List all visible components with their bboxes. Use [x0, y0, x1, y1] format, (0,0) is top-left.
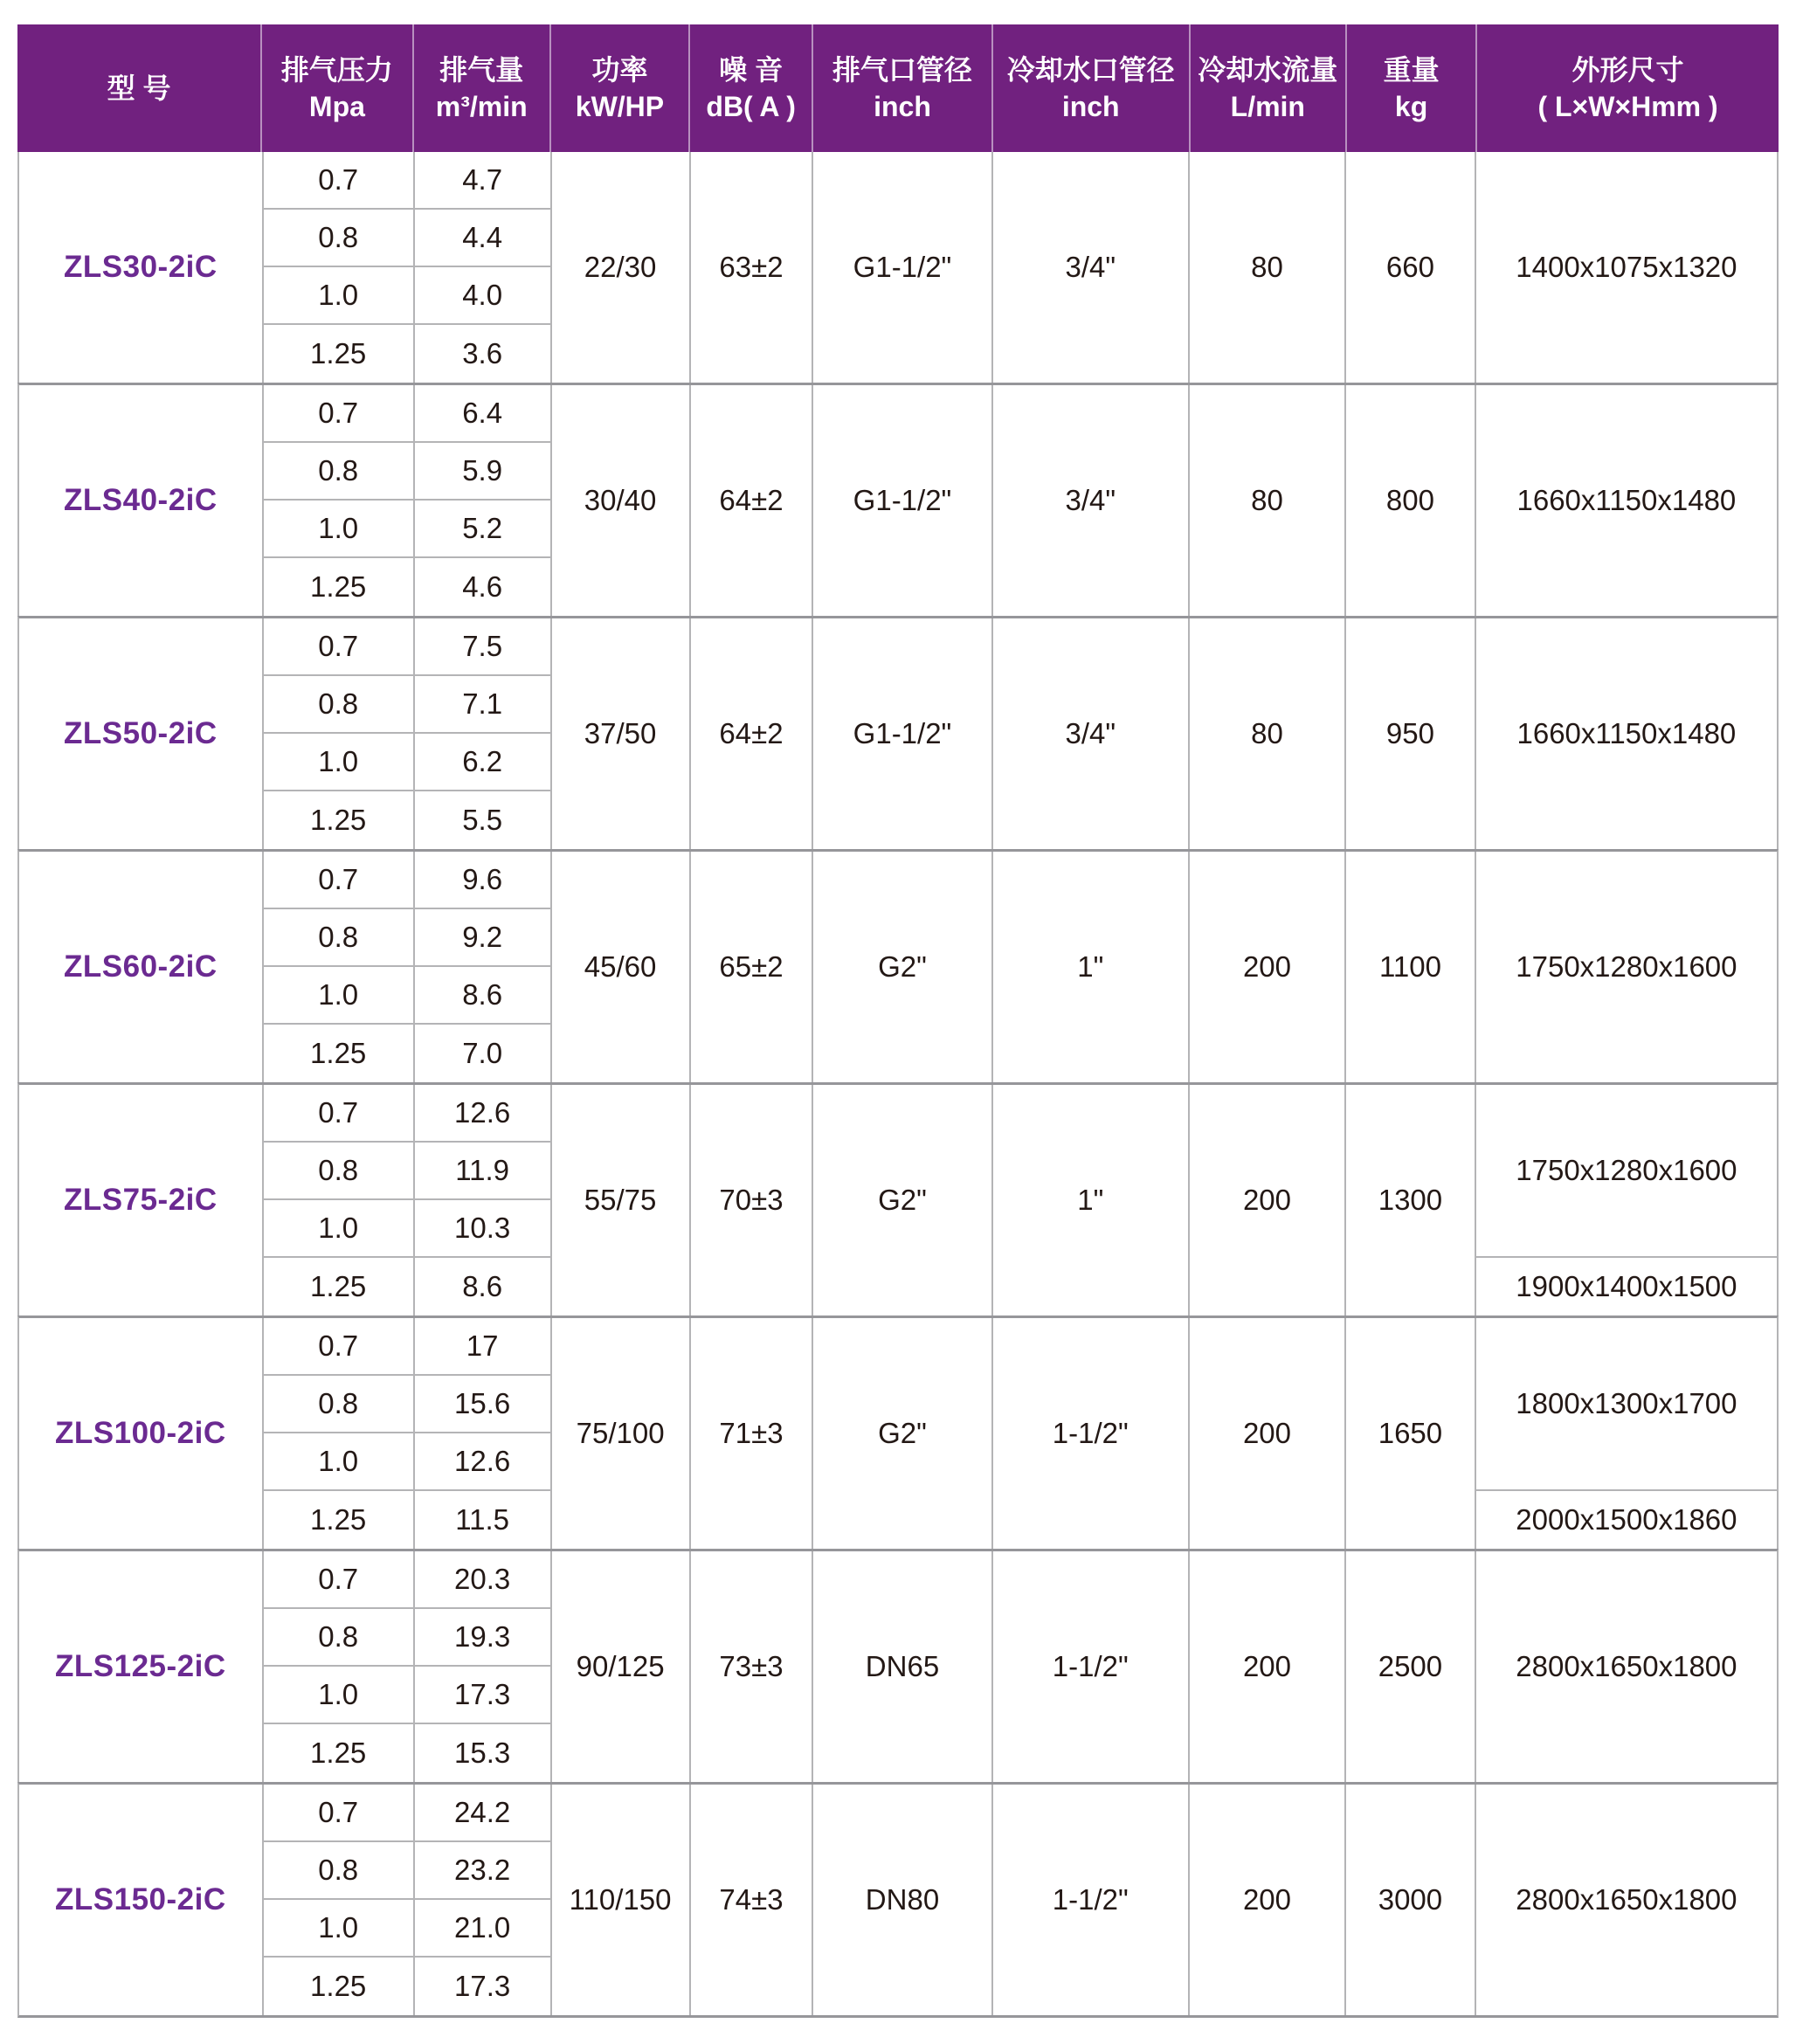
dimensions-cell: 1750x1280x1600 — [1476, 1085, 1777, 1258]
model-cell: ZLS75-2iC — [19, 1085, 264, 1315]
cooling-port-cell: 1-1/2" — [993, 1785, 1190, 2015]
cooling-flow-cell: 200 — [1190, 1551, 1346, 1782]
header-displacement — [414, 24, 551, 152]
cooling-port-cell: 1-1/2" — [993, 1551, 1190, 1782]
exhaust-port-cell: G1-1/2" — [813, 385, 992, 616]
model-cell: ZLS100-2iC — [19, 1318, 264, 1549]
cooling-flow-cell: 200 — [1190, 1785, 1346, 2015]
displacement-cell: 5.5 — [415, 791, 552, 849]
weight-cell: 2500 — [1346, 1551, 1476, 1782]
header-exhaust-pressure-label: 排气压力 — [280, 53, 393, 86]
noise-cell: 64±2 — [691, 385, 814, 616]
pressure-cell: 0.8 — [264, 1609, 415, 1667]
header-power-label: 功率 — [591, 53, 648, 86]
exhaust-port-cell: G1-1/2" — [813, 152, 992, 383]
header-weight-unit: kg — [1394, 91, 1428, 122]
pressure-cell: 1.0 — [264, 1433, 415, 1491]
displacement-cell: 15.6 — [415, 1376, 552, 1433]
header-power — [551, 24, 690, 152]
model-cell: ZLS30-2iC — [19, 152, 264, 383]
displacement-cell: 7.5 — [415, 618, 552, 676]
dimensions-cell: 1660x1150x1480 — [1476, 385, 1777, 616]
pressure-cell: 0.8 — [264, 1143, 415, 1200]
cooling-flow-cell: 80 — [1190, 618, 1346, 849]
model-block — [17, 383, 1779, 616]
header-cooling-flow — [1191, 24, 1347, 152]
pressure-cell: 0.7 — [264, 852, 415, 909]
displacement-cell: 4.0 — [415, 267, 552, 325]
displacement-cell: 8.6 — [415, 967, 552, 1025]
pressure-cell: 0.7 — [264, 1085, 415, 1143]
weight-cell: 3000 — [1346, 1785, 1476, 2015]
displacement-cell: 9.6 — [415, 852, 552, 909]
pressure-cell: 1.25 — [264, 1258, 415, 1315]
header-noise — [690, 24, 813, 152]
cooling-port-cell: 1" — [993, 1085, 1190, 1315]
noise-cell: 73±3 — [691, 1551, 814, 1782]
displacement-cell: 15.3 — [415, 1724, 552, 1782]
header-cooling-flow-unit: L/min — [1230, 91, 1305, 122]
displacement-cell: 7.1 — [415, 676, 552, 734]
power-cell: 90/125 — [552, 1551, 691, 1782]
displacement-cell: 11.5 — [415, 1491, 552, 1549]
power-cell: 110/150 — [552, 1785, 691, 2015]
model-cell: ZLS60-2iC — [19, 852, 264, 1082]
displacement-cell: 6.4 — [415, 385, 552, 443]
header-dimensions — [1477, 24, 1779, 152]
header-cooling-flow-label: 冷却水流量 — [1198, 53, 1338, 86]
exhaust-port-cell: G2" — [813, 852, 992, 1082]
pressure-cell: 1.0 — [264, 267, 415, 325]
pressure-cell: 0.7 — [264, 618, 415, 676]
dimensions-cell: 2000x1500x1860 — [1476, 1491, 1777, 1549]
displacement-cell: 17 — [415, 1318, 552, 1376]
pressure-cell: 1.25 — [264, 1025, 415, 1082]
exhaust-port-cell: G2" — [813, 1085, 992, 1315]
displacement-cell: 4.4 — [415, 210, 552, 267]
weight-cell: 800 — [1346, 385, 1476, 616]
weight-cell: 1300 — [1346, 1085, 1476, 1315]
weight-cell: 1100 — [1346, 852, 1476, 1082]
displacement-cell: 24.2 — [415, 1785, 552, 1842]
model-cell: ZLS125-2iC — [19, 1551, 264, 1782]
exhaust-port-cell: DN65 — [813, 1551, 992, 1782]
dimensions-cell: 2800x1650x1800 — [1476, 1551, 1777, 1782]
pressure-cell: 1.0 — [264, 1200, 415, 1258]
power-cell: 37/50 — [552, 618, 691, 849]
cooling-port-cell: 3/4" — [993, 152, 1190, 383]
weight-cell: 660 — [1346, 152, 1476, 383]
header-cooling-port-unit: inch — [1061, 91, 1120, 122]
noise-cell: 63±2 — [691, 152, 814, 383]
header-weight — [1347, 24, 1477, 152]
displacement-cell: 21.0 — [415, 1900, 552, 1958]
header-exhaust-pressure — [262, 24, 413, 152]
exhaust-port-cell: DN80 — [813, 1785, 992, 2015]
displacement-cell: 4.6 — [415, 558, 552, 616]
dimensions-cell: 1400x1075x1320 — [1476, 152, 1777, 383]
model-block — [17, 616, 1779, 849]
header-cooling-port — [993, 24, 1191, 152]
header-model — [17, 24, 262, 152]
cooling-flow-cell: 80 — [1190, 385, 1346, 616]
displacement-cell: 19.3 — [415, 1609, 552, 1667]
cooling-flow-cell: 80 — [1190, 152, 1346, 383]
dimensions-cell: 1660x1150x1480 — [1476, 618, 1777, 849]
cooling-port-cell: 3/4" — [993, 385, 1190, 616]
displacement-cell: 9.2 — [415, 909, 552, 967]
pressure-cell: 0.7 — [264, 385, 415, 443]
pressure-cell: 1.25 — [264, 1958, 415, 2015]
displacement-cell: 5.9 — [415, 443, 552, 501]
header-exhaust-port-label: 排气口管径 — [832, 53, 972, 86]
dimensions-cell: 1800x1300x1700 — [1476, 1318, 1777, 1491]
header-noise-unit: dB( A ) — [706, 91, 796, 122]
cooling-port-cell: 1" — [993, 852, 1190, 1082]
pressure-cell: 0.7 — [264, 1551, 415, 1609]
dimensions-cell: 1900x1400x1500 — [1476, 1258, 1777, 1315]
model-block — [17, 152, 1779, 383]
dimensions-cell: 1750x1280x1600 — [1476, 852, 1777, 1082]
displacement-cell: 23.2 — [415, 1842, 552, 1900]
pressure-cell: 0.8 — [264, 909, 415, 967]
header-exhaust-pressure-unit: Mpa — [308, 91, 365, 122]
table-header-row — [17, 24, 1779, 152]
header-noise-label: 噪 音 — [719, 53, 784, 86]
pressure-cell: 1.25 — [264, 558, 415, 616]
exhaust-port-cell: G1-1/2" — [813, 618, 992, 849]
model-block — [17, 1082, 1779, 1315]
cooling-flow-cell: 200 — [1190, 1085, 1346, 1315]
pressure-cell: 0.7 — [264, 152, 415, 210]
header-cooling-port-label: 冷却水口管径 — [1006, 53, 1175, 86]
header-exhaust-port-unit: inch — [874, 91, 931, 122]
displacement-cell: 12.6 — [415, 1085, 552, 1143]
displacement-cell: 10.3 — [415, 1200, 552, 1258]
pressure-cell: 1.0 — [264, 501, 415, 558]
pressure-cell: 0.8 — [264, 1376, 415, 1433]
cooling-port-cell: 3/4" — [993, 618, 1190, 849]
pressure-cell: 0.7 — [264, 1785, 415, 1842]
power-cell: 75/100 — [552, 1318, 691, 1549]
header-weight-label: 重量 — [1383, 53, 1440, 86]
model-block — [17, 1549, 1779, 1782]
header-displacement-label: 排气量 — [439, 53, 524, 86]
pressure-cell: 0.7 — [264, 1318, 415, 1376]
power-cell: 30/40 — [552, 385, 691, 616]
noise-cell: 65±2 — [691, 852, 814, 1082]
displacement-cell: 12.6 — [415, 1433, 552, 1491]
weight-cell: 1650 — [1346, 1318, 1476, 1549]
header-displacement-unit: m³/min — [435, 91, 528, 122]
pressure-cell: 1.0 — [264, 734, 415, 791]
model-block — [17, 1315, 1779, 1549]
displacement-cell: 11.9 — [415, 1143, 552, 1200]
exhaust-port-cell: G2" — [813, 1318, 992, 1549]
displacement-cell: 17.3 — [415, 1667, 552, 1724]
model-block — [17, 1782, 1779, 2018]
pressure-cell: 0.8 — [264, 443, 415, 501]
pressure-cell: 1.25 — [264, 791, 415, 849]
cooling-flow-cell: 200 — [1190, 852, 1346, 1082]
dimensions-cell: 2800x1650x1800 — [1476, 1785, 1777, 2015]
header-model-label: 型 号 — [107, 72, 171, 104]
noise-cell: 64±2 — [691, 618, 814, 849]
pressure-cell: 1.25 — [264, 1724, 415, 1782]
cooling-port-cell: 1-1/2" — [993, 1318, 1190, 1549]
header-power-unit: kW/HP — [575, 91, 665, 122]
pressure-cell: 1.0 — [264, 1667, 415, 1724]
model-cell: ZLS40-2iC — [19, 385, 264, 616]
model-block — [17, 849, 1779, 1082]
displacement-cell: 20.3 — [415, 1551, 552, 1609]
noise-cell: 71±3 — [691, 1318, 814, 1549]
model-cell: ZLS150-2iC — [19, 1785, 264, 2015]
power-cell: 45/60 — [552, 852, 691, 1082]
model-cell: ZLS50-2iC — [19, 618, 264, 849]
pressure-cell: 1.25 — [264, 325, 415, 383]
power-cell: 22/30 — [552, 152, 691, 383]
header-dimensions-unit: ( L×W×Hmm ) — [1537, 91, 1718, 122]
displacement-cell: 7.0 — [415, 1025, 552, 1082]
pressure-cell: 1.25 — [264, 1491, 415, 1549]
table-body — [17, 152, 1779, 2018]
header-dimensions-label: 外形尺寸 — [1572, 53, 1684, 86]
power-cell: 55/75 — [552, 1085, 691, 1315]
pressure-cell: 1.0 — [264, 967, 415, 1025]
displacement-cell: 3.6 — [415, 325, 552, 383]
noise-cell: 74±3 — [691, 1785, 814, 2015]
displacement-cell: 8.6 — [415, 1258, 552, 1315]
header-exhaust-port — [813, 24, 993, 152]
weight-cell: 950 — [1346, 618, 1476, 849]
displacement-cell: 4.7 — [415, 152, 552, 210]
displacement-cell: 6.2 — [415, 734, 552, 791]
cooling-flow-cell: 200 — [1190, 1318, 1346, 1549]
pressure-cell: 0.8 — [264, 1842, 415, 1900]
displacement-cell: 5.2 — [415, 501, 552, 558]
pressure-cell: 0.8 — [264, 676, 415, 734]
pressure-cell: 0.8 — [264, 210, 415, 267]
displacement-cell: 17.3 — [415, 1958, 552, 2015]
pressure-cell: 1.0 — [264, 1900, 415, 1958]
noise-cell: 70±3 — [691, 1085, 814, 1315]
